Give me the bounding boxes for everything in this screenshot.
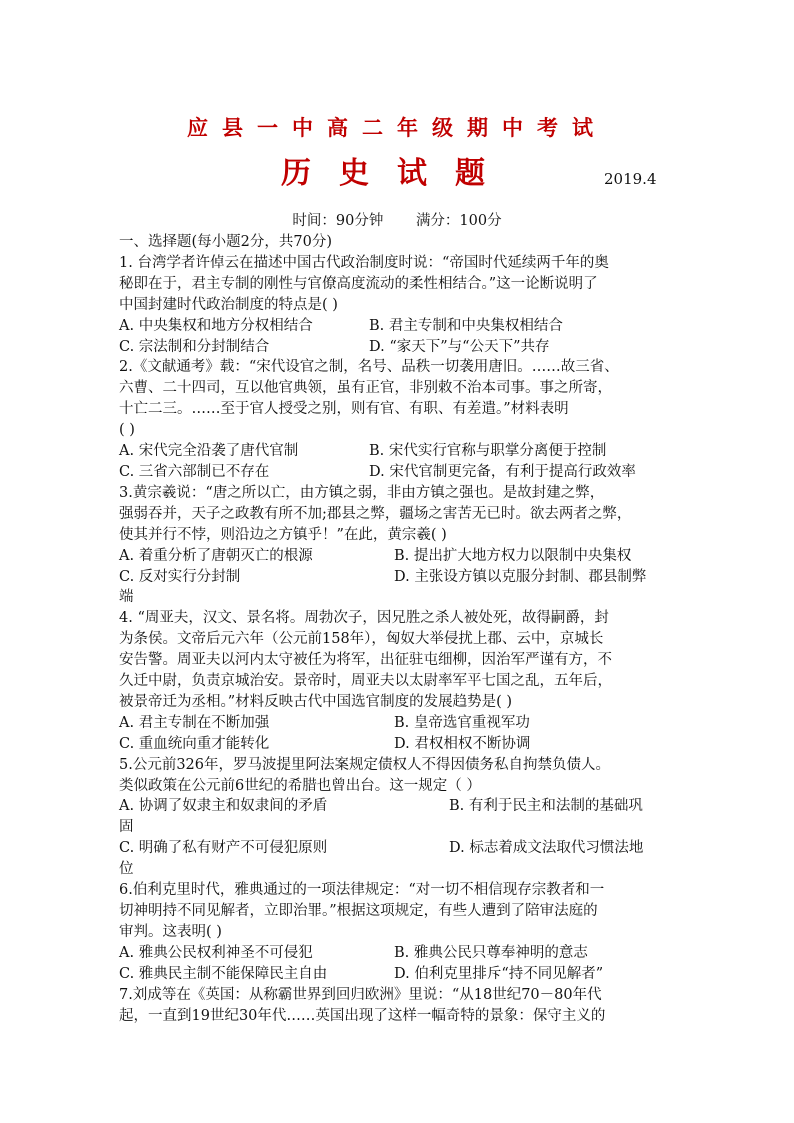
q6-option-b: B. 雅典公民只尊奉神明的意志 <box>394 944 588 961</box>
q5-options-cd <box>119 838 679 859</box>
q4-line-4: 久迁中尉，负责京城治安。景帝时，周亚夫以太尉率军平七国之乱，五年后， <box>119 673 612 690</box>
q3-option-c: C. 反对实行分封制 <box>119 568 241 585</box>
q6-line-2: 切神明持不同见解者，立即治罪。”根据这项规定，有些人遭到了陪审法庭的 <box>119 903 598 919</box>
q3-line-3: 使其并行不悖，则沿边之方镇乎！”在此，黄宗羲( ) <box>119 526 447 543</box>
q2-line-3: 十亡二三。……至于官人授受之别，则有官、有职、有差遣。”材料表明 <box>119 401 569 418</box>
q4-option-d: D. 君权相权不断协调 <box>394 735 531 752</box>
q2-options-cd <box>119 462 679 483</box>
q4-option-b: B. 皇帝选官重视军功 <box>394 714 530 731</box>
q4-options-ab <box>119 713 679 734</box>
subject-title: 历史试题 <box>281 156 513 191</box>
q4-option-c: C. 重血统向重才能转化 <box>119 735 270 752</box>
q1-line-1: 1. 台湾学者许倬云在描述中国古代政治制度时说：“帝国时代延续两千年的奥 <box>119 254 609 271</box>
q6-option-a: A. 雅典公民权利神圣不可侵犯 <box>119 944 313 961</box>
q4-options-cd <box>119 734 679 755</box>
q1-line-3: 中国封建时代政治制度的特点是( ) <box>119 296 338 313</box>
q1-options-ab <box>119 316 679 337</box>
exam-score: 满分：100分 <box>415 213 502 229</box>
q5-option-b-wrap: 固 <box>119 819 134 836</box>
q2-options-ab <box>119 441 679 462</box>
q2-option-b: B. 宋代实行官称与职掌分离便于控制 <box>369 443 607 460</box>
exam-date: 2019.4 <box>604 170 657 188</box>
q6-line-3: 审判。这表明( ) <box>119 923 222 940</box>
section-heading: 一、选择题(每小题2分，共70分) <box>119 234 332 250</box>
q5-option-d: D. 标志着成文法取代习惯法地 <box>449 840 644 857</box>
q5-option-b: B. 有利于民主和法制的基础巩 <box>449 798 643 815</box>
q3-line-1: 3.黄宗羲说：“唐之所以亡，由方镇之弱，非由方镇之强也。是故封建之弊， <box>119 484 605 501</box>
q5-option-c: C. 明确了私有财产不可侵犯原则 <box>119 840 328 857</box>
q5-option-d-wrap: 位 <box>119 861 134 878</box>
q3-option-d-wrap: 端 <box>119 589 134 606</box>
q1-option-c: C. 宗法制和分封制结合 <box>119 338 270 355</box>
q2-option-d: D. 宋代官制更完备，有利于提高行政效率 <box>369 463 636 480</box>
q1-option-b: B. 君主专制和中央集权相结合 <box>369 317 563 334</box>
q1-option-a: A. 中央集权和地方分权相结合 <box>119 317 313 334</box>
q1-option-d: D. “家天下”与“公天下”共存 <box>369 338 550 355</box>
q2-option-a: A. 宋代完全沿袭了唐代官制 <box>119 443 299 460</box>
q4-line-2: 为条侯。文帝后元六年（公元前158年），匈奴大举侵扰上郡、云中，京城长 <box>119 631 604 648</box>
q6-options-cd <box>119 964 679 985</box>
q5-options-ab <box>119 796 679 817</box>
q3-option-b: B. 提出扩大地方权力以限制中央集权 <box>394 547 632 564</box>
school-title: 应县一中高二年级期中考试 <box>187 115 607 140</box>
q3-options-ab <box>119 546 679 567</box>
q2-line-2: 六曹、二十四司，互以他官典领，虽有正官，非别敕不治本司事。事之所寄， <box>119 380 612 397</box>
q3-options-cd <box>119 567 679 588</box>
q4-line-1: 4. “周亚夫，汉文、景名将。周勃次子，因兄胜之杀人被处死，故得嗣爵，封 <box>119 610 609 627</box>
q6-option-d: D. 伯利克里排斥“持不同见解者” <box>394 965 604 982</box>
q3-option-d: D. 主张设方镇以克服分封制、郡县制弊 <box>394 568 647 585</box>
q7-line-1: 7.刘成等在《英国：从称霸世界到回归欧洲》里说：“从18世纪70－80年代 <box>119 986 602 1003</box>
exam-time: 时间：90分钟 <box>292 213 384 229</box>
exam-meta <box>0 209 794 230</box>
q3-option-a: A. 着重分析了唐朝灭亡的根源 <box>119 547 313 564</box>
q2-option-c: C. 三省六部制已不存在 <box>119 463 270 480</box>
q4-option-a: A. 君主专制在不断加强 <box>119 714 270 731</box>
q6-line-1: 6.伯利克里时代，雅典通过的一项法律规定：“对一切不相信现存宗教者和一 <box>119 882 605 899</box>
q2-line-4: ( ) <box>119 422 135 439</box>
q5-option-a: A. 协调了奴隶主和奴隶间的矛盾 <box>119 798 328 815</box>
question-body <box>119 232 679 1026</box>
q6-option-c: C. 雅典民主制不能保障民主自由 <box>119 965 328 982</box>
q6-options-ab <box>119 943 679 964</box>
q4-line-5: 被景帝迁为丞相。”材料反映古代中国选官制度的发展趋势是( ) <box>119 693 513 710</box>
q2-line-1: 2.《文献通考》载：“宋代设官之制，名号、品秩一切袭用唐旧。……故三省、 <box>119 359 619 376</box>
q3-line-2: 强弱吞并，天子之政教有所不加;郡县之弊，疆场之害苦无已时。欲去两者之弊， <box>119 505 632 522</box>
q4-line-3: 安告警。周亚夫以河内太守被任为将军，出征驻屯细柳，因治军严谨有方，不 <box>119 652 612 669</box>
q1-line-2: 秘即在于，君主专制的刚性与官僚高度流动的柔性相结合。”这一论断说明了 <box>119 275 598 292</box>
q7-line-2: 起，一直到19世纪30年代……英国出现了这样一幅奇特的景象：保守主义的 <box>119 1007 606 1024</box>
q5-line-2: 类似政策在公元前6世纪的希腊也曾出台。这一规定（ ） <box>119 777 481 794</box>
q1-options-cd <box>119 337 679 358</box>
q5-line-1: 5.公元前326年，罗马波提里阿法案规定债权人不得因债务私自拘禁负债人。 <box>119 756 611 773</box>
